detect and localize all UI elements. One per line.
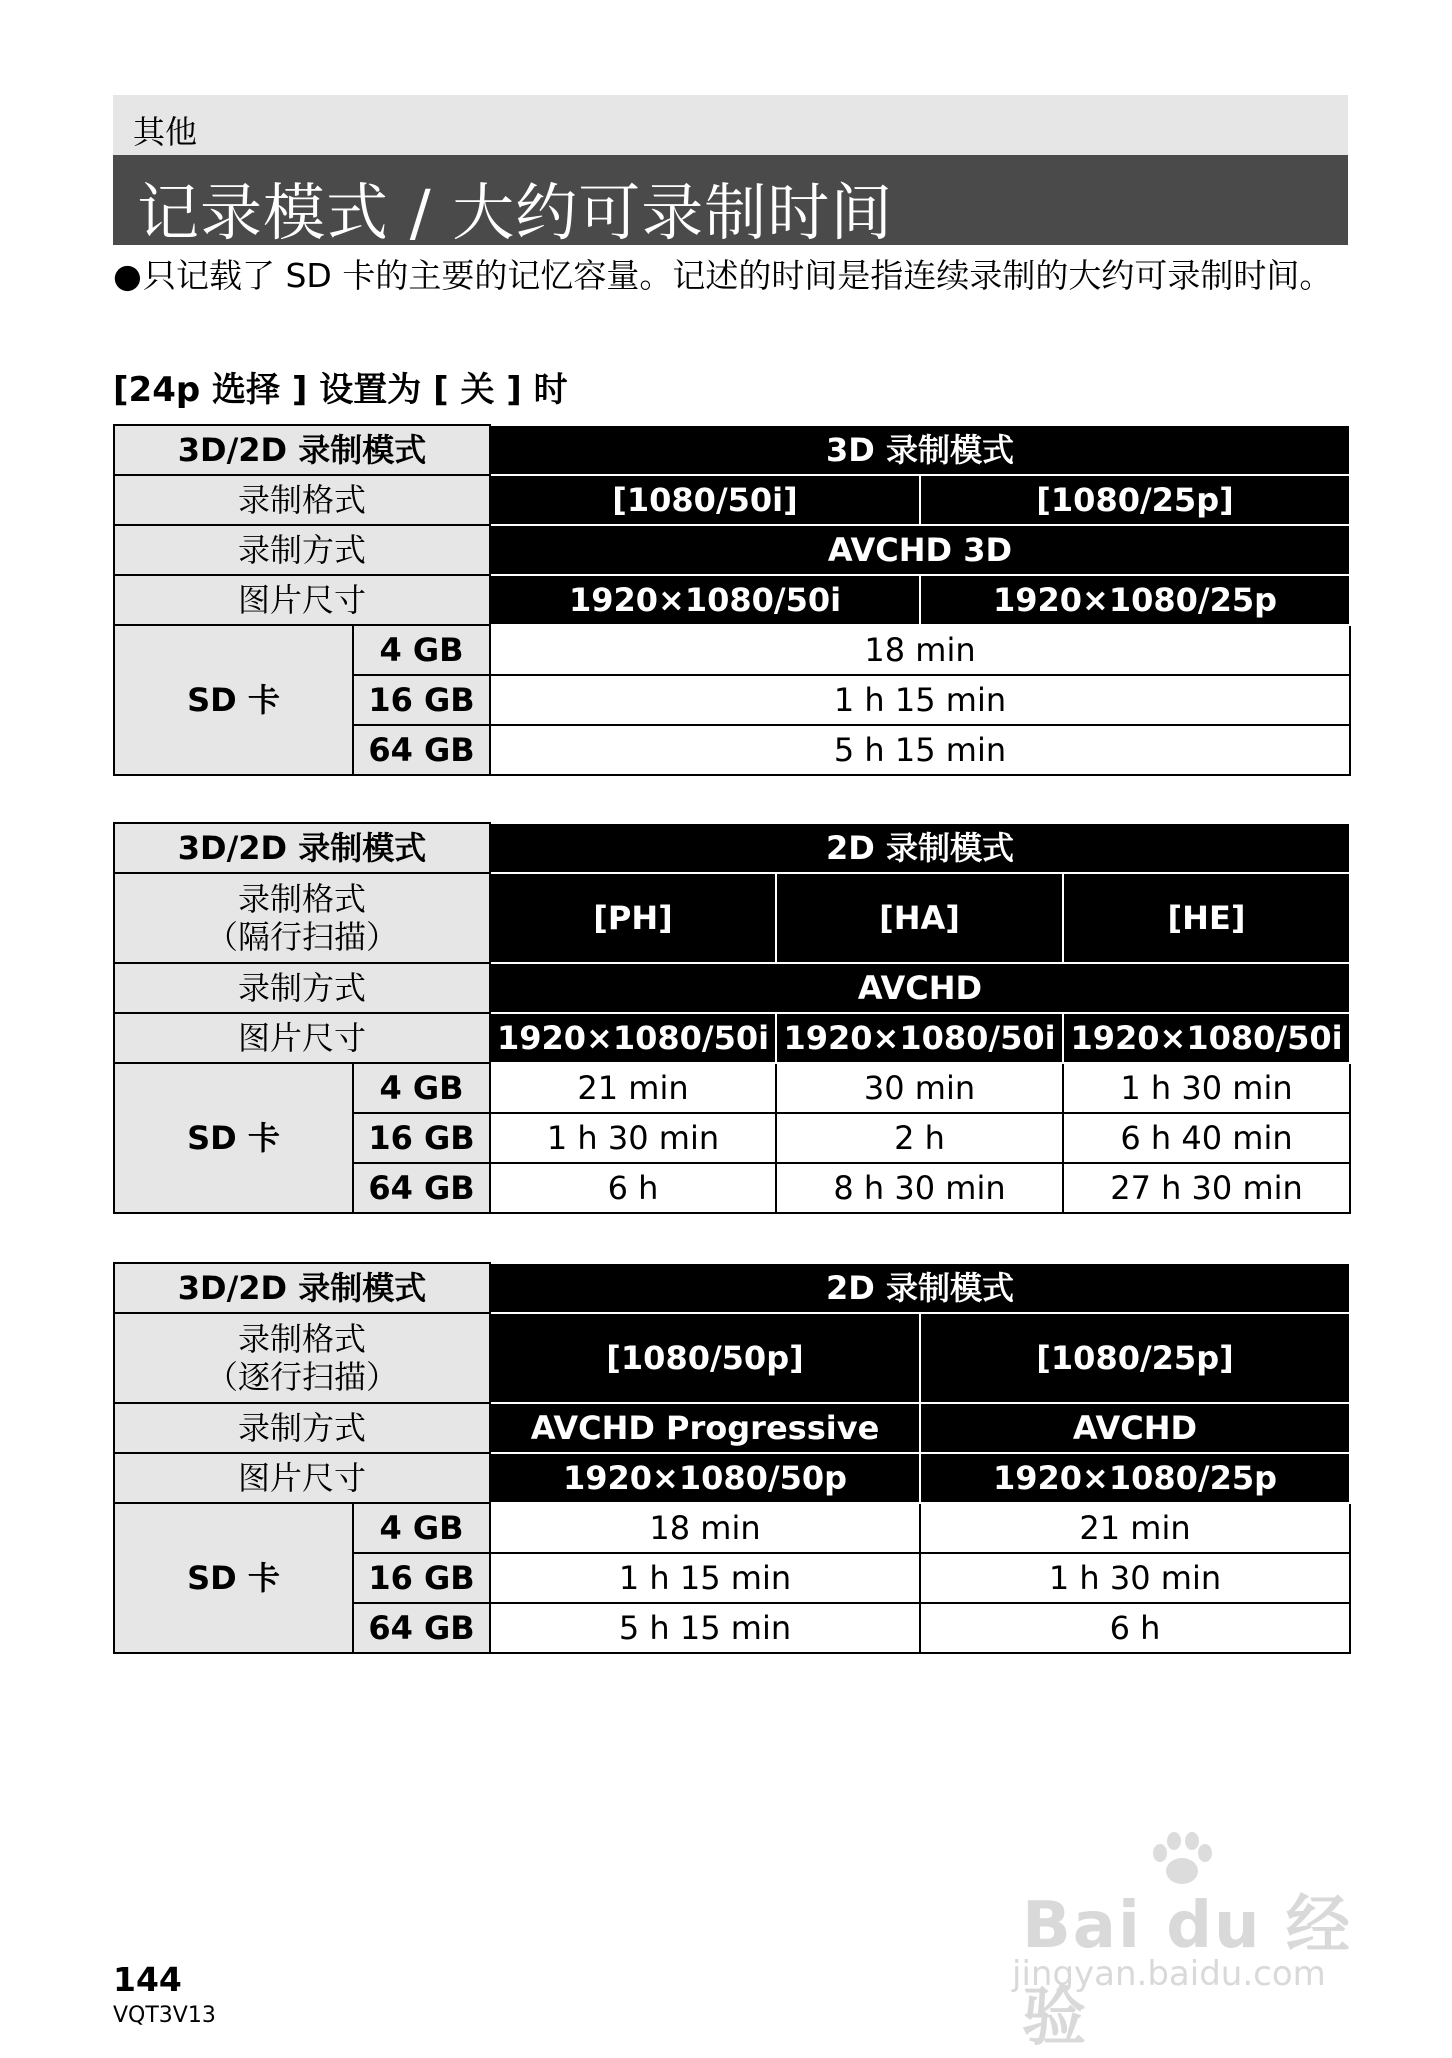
page-title: 记录模式 / 大约可录制时间 <box>137 176 894 249</box>
size-cell: 1920×1080/50i <box>1063 1013 1350 1063</box>
format-cell: [HA] <box>776 873 1063 963</box>
size-cell: 1920×1080/25p <box>920 1453 1350 1503</box>
format-cell: [1080/25p] <box>920 1313 1350 1403</box>
time-cell: 1 h 15 min <box>490 1553 920 1603</box>
format-cell: [1080/50i] <box>490 475 920 525</box>
mode-value: 2D 录制模式 <box>490 823 1350 873</box>
sd-card-label: SD 卡 <box>114 1063 353 1213</box>
note-text: 只记载了 SD 卡的主要的记忆容量。记述的时间是指连续录制的大约可录制时间。 <box>143 256 1333 295</box>
format-cell: [1080/50p] <box>490 1313 920 1403</box>
size-cell: 1920×1080/50i <box>776 1013 1063 1063</box>
document-code: VQT3V13 <box>113 2003 216 2028</box>
mode-value: 3D 录制模式 <box>490 425 1350 475</box>
watermark-main: Bai du 经验 <box>1022 1889 1352 2055</box>
time-cell: 8 h 30 min <box>776 1163 1063 1213</box>
time-cell: 1 h 15 min <box>490 675 1350 725</box>
format-cell: [HE] <box>1063 873 1350 963</box>
capacity-cell: 64 GB <box>353 1603 490 1653</box>
time-cell: 6 h 40 min <box>1063 1113 1350 1163</box>
capacity-cell: 64 GB <box>353 725 490 775</box>
table-3d-mode <box>113 424 1351 776</box>
paw-icon <box>1142 1829 1222 1889</box>
format-label-main: 录制格式 <box>237 880 366 918</box>
format-label-main: 录制格式 <box>237 1320 366 1358</box>
method-cell: AVCHD 3D <box>490 525 1350 575</box>
format-label-sub: （逐行扫描） <box>205 1358 398 1396</box>
format-label-sub: （隔行扫描） <box>205 918 398 956</box>
sd-card-label: SD 卡 <box>114 625 353 775</box>
time-cell: 1 h 30 min <box>920 1553 1350 1603</box>
format-cell: [1080/25p] <box>920 475 1350 525</box>
time-cell: 5 h 15 min <box>490 725 1350 775</box>
table-row <box>114 625 1350 675</box>
sd-card-label: SD 卡 <box>114 1503 353 1653</box>
method-label: 录制方式 <box>114 1403 490 1453</box>
time-cell: 21 min <box>920 1503 1350 1553</box>
capacity-cell: 4 GB <box>353 1503 490 1553</box>
time-cell: 21 min <box>490 1063 776 1113</box>
mode-label: 3D/2D 录制模式 <box>114 1263 490 1313</box>
bullet-icon: ● <box>113 256 142 295</box>
section-header <box>113 95 1348 155</box>
method-label: 录制方式 <box>114 963 490 1013</box>
time-cell: 18 min <box>490 1503 920 1553</box>
size-cell: 1920×1080/50i <box>490 575 920 625</box>
format-label <box>114 1313 490 1403</box>
capacity-cell: 16 GB <box>353 1113 490 1163</box>
mode-value: 2D 录制模式 <box>490 1263 1350 1313</box>
time-cell: 5 h 15 min <box>490 1603 920 1653</box>
time-cell: 6 h <box>920 1603 1350 1653</box>
size-label: 图片尺寸 <box>114 575 490 625</box>
watermark <box>992 1829 1372 2055</box>
time-cell: 1 h 30 min <box>1063 1063 1350 1113</box>
method-label: 录制方式 <box>114 525 490 575</box>
size-cell: 1920×1080/25p <box>920 575 1350 625</box>
size-label: 图片尺寸 <box>114 1013 490 1063</box>
format-label: 录制格式 <box>114 475 490 525</box>
format-cell: [PH] <box>490 873 776 963</box>
method-cell: AVCHD <box>920 1403 1350 1453</box>
time-cell: 6 h <box>490 1163 776 1213</box>
method-cell: AVCHD Progressive <box>490 1403 920 1453</box>
capacity-cell: 4 GB <box>353 625 490 675</box>
capacity-cell: 16 GB <box>353 675 490 725</box>
size-cell: 1920×1080/50p <box>490 1453 920 1503</box>
time-cell: 2 h <box>776 1113 1063 1163</box>
title-bar <box>113 155 1348 249</box>
capacity-cell: 64 GB <box>353 1163 490 1213</box>
time-cell: 1 h 30 min <box>490 1113 776 1163</box>
time-cell: 18 min <box>490 625 1350 675</box>
size-label: 图片尺寸 <box>114 1453 490 1503</box>
mode-label: 3D/2D 录制模式 <box>114 823 490 873</box>
subheading: [24p 选择 ] 设置为 [ 关 ] 时 <box>113 370 568 410</box>
page-number: 144 <box>113 1960 182 1999</box>
section-label: 其他 <box>133 113 198 151</box>
capacity-cell: 4 GB <box>353 1063 490 1113</box>
table-2d-interlaced <box>113 822 1351 1214</box>
watermark-sub: jingyan.baidu.com <box>1012 1954 1326 1994</box>
size-cell: 1920×1080/50i <box>490 1013 776 1063</box>
mode-label: 3D/2D 录制模式 <box>114 425 490 475</box>
time-cell: 27 h 30 min <box>1063 1163 1350 1213</box>
time-cell: 30 min <box>776 1063 1063 1113</box>
table-row <box>114 1063 1350 1113</box>
method-cell: AVCHD <box>490 963 1350 1013</box>
table-row <box>114 1503 1350 1553</box>
format-label <box>114 873 490 963</box>
capacity-cell: 16 GB <box>353 1553 490 1603</box>
note <box>113 254 1353 298</box>
table-2d-progressive <box>113 1262 1351 1654</box>
